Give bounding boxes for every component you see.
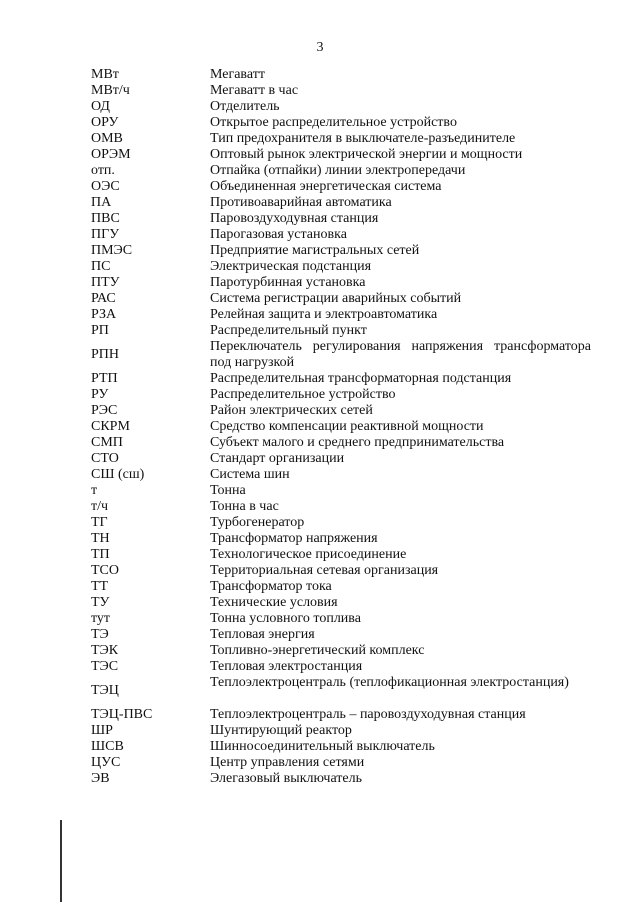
abbreviation-definition: Теплоэлектроцентраль (теплофикационная электростанция): [210, 675, 569, 690]
abbreviation-term: ТЭ: [91, 627, 109, 642]
abbreviation-term: ПТУ: [91, 275, 120, 290]
abbreviation-definition: Система регистрации аварийных событий: [210, 291, 462, 306]
list-item: [91, 291, 591, 307]
abbreviation-definition: Мегаватт: [210, 67, 265, 82]
abbreviation-definition: Открытое распределительное устройство: [210, 115, 457, 130]
list-item: [91, 611, 591, 627]
abbreviation-term: ОМВ: [91, 131, 123, 146]
list-item: [91, 595, 591, 611]
abbreviation-term: ТСО: [91, 563, 119, 578]
list-item: [91, 739, 591, 755]
page-number: 3: [316, 40, 324, 55]
abbreviation-definition: Тепловая электростанция: [210, 659, 363, 674]
list-item: [91, 659, 591, 675]
list-item: [91, 387, 591, 403]
abbreviation-definition: Объединенная энергетическая система: [210, 179, 442, 194]
list-item: [91, 403, 591, 419]
list-item: [91, 131, 591, 147]
list-item: [91, 707, 591, 723]
abbreviation-term: ТТ: [91, 579, 109, 594]
abbreviation-definition: Тепловая энергия: [210, 627, 315, 642]
abbreviation-term: СКРМ: [91, 419, 130, 434]
abbreviation-term: ОД: [91, 99, 110, 114]
abbreviation-term: СШ (сш): [91, 467, 145, 482]
abbreviation-definition: Средство компенсации реактивной мощности: [210, 419, 484, 434]
abbreviation-term: т: [91, 483, 98, 498]
abbreviation-definition: Элегазовый выключатель: [210, 771, 362, 786]
list-item: [91, 259, 591, 275]
abbreviation-term: ПГУ: [91, 227, 120, 242]
abbreviation-term: РП: [91, 323, 109, 338]
abbreviation-definition: Технологическое присоединение: [210, 547, 407, 562]
abbreviation-term: РУ: [91, 387, 109, 402]
abbreviation-term: МВт/ч: [91, 83, 130, 98]
abbreviation-term: т/ч: [91, 499, 109, 514]
abbreviation-term: ШР: [91, 723, 113, 738]
abbreviation-term: тут: [91, 611, 111, 626]
abbreviation-term: СТО: [91, 451, 119, 466]
abbreviation-definition: Район электрических сетей: [210, 403, 373, 418]
abbreviation-definition: Центр управления сетями: [210, 755, 365, 770]
abbreviation-list: [91, 67, 591, 787]
list-item: [91, 755, 591, 771]
abbreviation-definition: Тип предохранителя в выключателе-разъединителе: [210, 131, 516, 146]
list-item: [91, 211, 591, 227]
abbreviation-term: ОРУ: [91, 115, 119, 130]
list-item: [91, 723, 591, 739]
list-item: [91, 643, 591, 659]
abbreviation-definition: Мегаватт в час: [210, 83, 299, 98]
list-item: [91, 115, 591, 131]
abbreviation-definition: Переключатель регулирования напряжения трансформатора под нагрузкой: [210, 339, 591, 370]
list-item: [91, 179, 591, 195]
abbreviation-definition: Трансформатор напряжения: [210, 531, 378, 546]
abbreviation-term: ТЭЦ-ПВС: [91, 707, 153, 722]
list-item: [91, 675, 591, 707]
list-item: [91, 531, 591, 547]
list-item: [91, 563, 591, 579]
abbreviation-definition: Паротурбинная установка: [210, 275, 366, 290]
abbreviation-definition: Трансформатор тока: [210, 579, 332, 594]
list-item: [91, 467, 591, 483]
abbreviation-definition: Предприятие магистральных сетей: [210, 243, 420, 258]
abbreviation-definition: Шунтирующий реактор: [210, 723, 352, 738]
list-item: [91, 195, 591, 211]
list-item: [91, 627, 591, 643]
abbreviation-definition: Топливно-энергетический комплекс: [210, 643, 425, 658]
abbreviation-definition: Релейная защита и электроавтоматика: [210, 307, 438, 322]
abbreviation-term: РПН: [91, 347, 120, 362]
abbreviation-definition: Отпайка (отпайки) линии электропередачи: [210, 163, 466, 178]
abbreviation-term: ОЭС: [91, 179, 120, 194]
list-item: [91, 227, 591, 243]
abbreviation-term: РТП: [91, 371, 118, 386]
abbreviation-term: СМП: [91, 435, 123, 450]
abbreviation-term: РЗА: [91, 307, 117, 322]
list-item: [91, 307, 591, 323]
abbreviation-term: отп.: [91, 163, 115, 178]
abbreviation-term: ТГ: [91, 515, 108, 530]
list-item: [91, 147, 591, 163]
list-item: [91, 547, 591, 563]
abbreviation-term: ТЭК: [91, 643, 119, 658]
list-item: [91, 771, 591, 787]
abbreviation-definition: Система шин: [210, 467, 290, 482]
list-item: [91, 67, 591, 83]
abbreviation-definition: Оптовый рынок электрической энергии и мощности: [210, 147, 523, 162]
abbreviation-definition: Территориальная сетевая организация: [210, 563, 439, 578]
list-item: [91, 499, 591, 515]
abbreviation-term: ОРЭМ: [91, 147, 131, 162]
abbreviation-definition: Распределительное устройство: [210, 387, 396, 402]
margin-scan-mark: [60, 820, 62, 902]
abbreviation-term: ТН: [91, 531, 110, 546]
list-item: [91, 483, 591, 499]
list-item: [91, 99, 591, 115]
abbreviation-definition: Турбогенератор: [210, 515, 305, 530]
list-item: [91, 339, 591, 371]
abbreviation-term: ПМЭС: [91, 243, 133, 258]
abbreviation-term: ШСВ: [91, 739, 124, 754]
list-item: [91, 163, 591, 179]
abbreviation-term: РАС: [91, 291, 116, 306]
abbreviation-definition: Противоаварийная автоматика: [210, 195, 392, 210]
list-item: [91, 371, 591, 387]
list-item: [91, 83, 591, 99]
abbreviation-definition: Отделитель: [210, 99, 280, 114]
abbreviation-term: ПА: [91, 195, 112, 210]
abbreviation-definition: Тонна условного топлива: [210, 611, 361, 626]
abbreviation-definition: Технические условия: [210, 595, 338, 610]
abbreviation-definition: Субъект малого и среднего предпринимательства: [210, 435, 505, 450]
abbreviation-definition: Парогазовая установка: [210, 227, 347, 242]
abbreviation-definition: Распределительный пункт: [210, 323, 367, 338]
abbreviation-definition: Теплоэлектроцентраль – паровоздуходувная станция: [210, 707, 526, 722]
abbreviation-definition: Паровоздуходувная станция: [210, 211, 379, 226]
list-item: [91, 515, 591, 531]
list-item: [91, 243, 591, 259]
abbreviation-term: ПВС: [91, 211, 120, 226]
abbreviation-term: РЭС: [91, 403, 118, 418]
abbreviation-definition: Тонна в час: [210, 499, 279, 514]
list-item: [91, 323, 591, 339]
abbreviation-term: ТЭЦ: [91, 683, 119, 698]
list-item: [91, 419, 591, 435]
abbreviation-definition: Тонна: [210, 483, 246, 498]
abbreviation-term: ТП: [91, 547, 110, 562]
abbreviation-term: МВт: [91, 67, 119, 82]
abbreviation-definition: Стандарт организации: [210, 451, 345, 466]
abbreviation-term: ЭВ: [91, 771, 110, 786]
list-item: [91, 579, 591, 595]
list-item: [91, 435, 591, 451]
abbreviation-term: ПС: [91, 259, 111, 274]
abbreviation-definition: Распределительная трансформаторная подстанция: [210, 371, 512, 386]
abbreviation-term: ТЭС: [91, 659, 119, 674]
abbreviation-term: ТУ: [91, 595, 110, 610]
abbreviation-term: ЦУС: [91, 755, 121, 770]
list-item: [91, 275, 591, 291]
abbreviation-definition: Электрическая подстанция: [210, 259, 372, 274]
list-item: [91, 451, 591, 467]
abbreviation-definition: Шинносоединительный выключатель: [210, 739, 435, 754]
